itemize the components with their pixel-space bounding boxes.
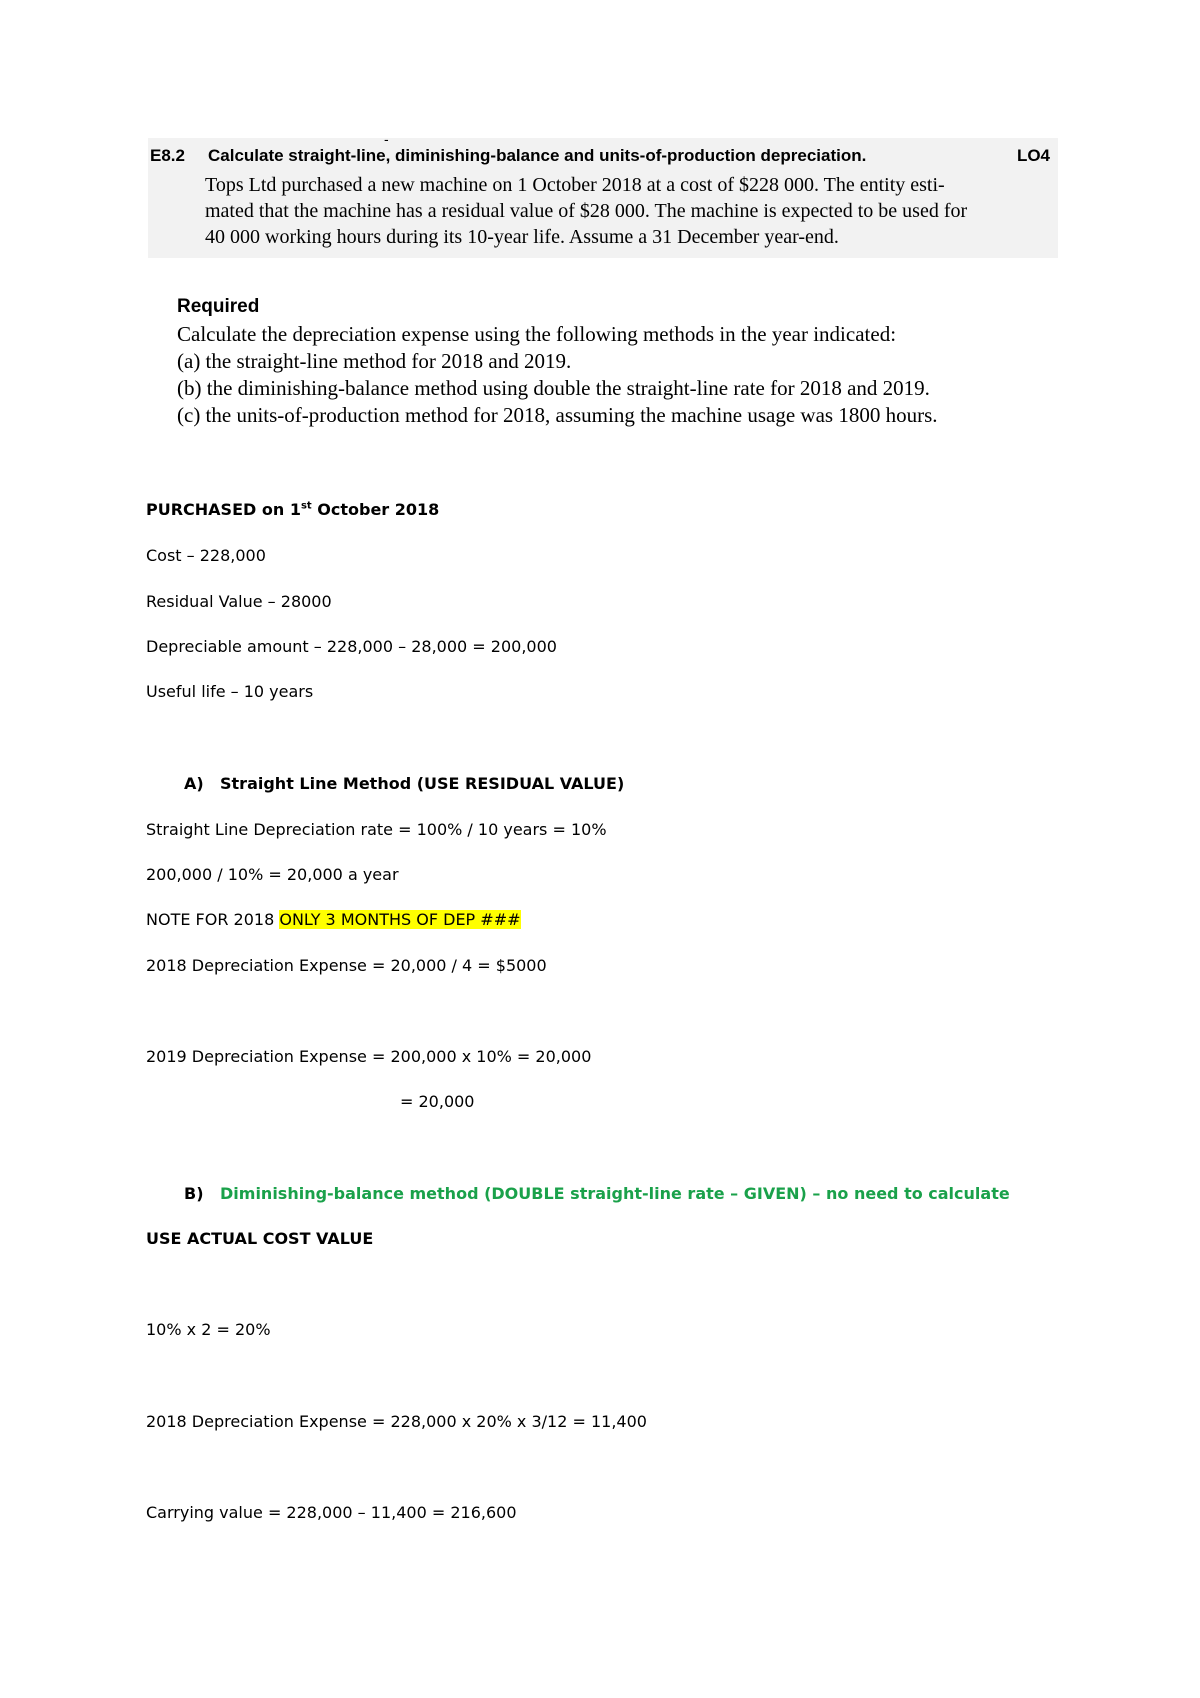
note-2018-highlight: ONLY 3 MONTHS OF DEP ###: [279, 910, 521, 929]
section-a-label: A): [184, 774, 204, 793]
purchased-line: [146, 500, 439, 519]
required-intro: Calculate the depreciation expense using the following methods in the year indicated:: [177, 322, 897, 346]
section-b-label: B): [184, 1184, 204, 1203]
exercise-number: E8.2: [150, 146, 185, 165]
exercise-scan: [148, 131, 1058, 258]
exercise-text-line: Tops Ltd purchased a new machine on 1 October 2018 at a cost of $228 000. The entity esti-: [205, 174, 945, 196]
purchased-date: October 2018: [311, 500, 440, 519]
required-item-a: (a) the straight-line method for 2018 and 2019.: [177, 349, 572, 373]
cost-line: Cost – 228,000: [146, 546, 266, 565]
per-year-amount: 200,000 / 10% = 20,000 a year: [146, 865, 399, 884]
expense-2018-a: 2018 Depreciation Expense = 20,000 / 4 = $5000: [146, 956, 547, 975]
section-a-title: Straight Line Method (USE RESIDUAL VALUE): [220, 774, 625, 793]
required-item-b: (b) the diminishing-balance method using double the straight-line rate for 2018 and 2019.: [177, 376, 930, 400]
exercise-title: Calculate straight-line, diminishing-balance and units-of-production depreciation.: [208, 146, 867, 165]
carrying-value: Carrying value = 228,000 – 11,400 = 216,600: [146, 1503, 517, 1522]
purchased-text: PURCHASED on 1: [146, 500, 301, 519]
residual-value-line: Residual Value – 28000: [146, 592, 332, 611]
purchased-superscript: st: [300, 500, 312, 512]
straight-line-rate: Straight Line Depreciation rate = 100% / 10 years = 10%: [146, 820, 607, 839]
scan-artifact-dash: -: [384, 131, 389, 147]
expense-2019-a-result: = 20,000: [400, 1092, 475, 1111]
use-actual-cost: USE ACTUAL COST VALUE: [146, 1229, 374, 1248]
required-item-c: (c) the units-of-production method for 2018, assuming the machine usage was 1800 hours.: [177, 403, 938, 427]
expense-2019-a: 2019 Depreciation Expense = 200,000 x 10% = 20,000: [146, 1047, 592, 1066]
note-2018-text: NOTE FOR 2018: [146, 910, 280, 929]
required-heading: Required: [177, 296, 260, 317]
learning-objective: LO4: [1016, 146, 1050, 165]
depreciable-amount-line: Depreciable amount – 228,000 – 28,000 = 200,000: [146, 637, 557, 656]
useful-life-line: Useful life – 10 years: [146, 682, 314, 701]
exercise-text-line: 40 000 working hours during its 10-year life. Assume a 31 December year-end.: [205, 226, 839, 248]
section-b-title: Diminishing-balance method (DOUBLE straight-line rate – GIVEN) – no need to calculate: [220, 1184, 1010, 1203]
section-b-heading: [184, 1184, 1010, 1203]
exercise-text-line: mated that the machine has a residual value of $28 000. The machine is expected to be used for: [205, 200, 968, 222]
section-a-heading: [184, 774, 624, 793]
expense-2018-b: 2018 Depreciation Expense = 228,000 x 20% x 3/12 = 11,400: [146, 1412, 647, 1431]
note-2018: [146, 910, 521, 929]
diminishing-rate: 10% x 2 = 20%: [146, 1320, 271, 1339]
